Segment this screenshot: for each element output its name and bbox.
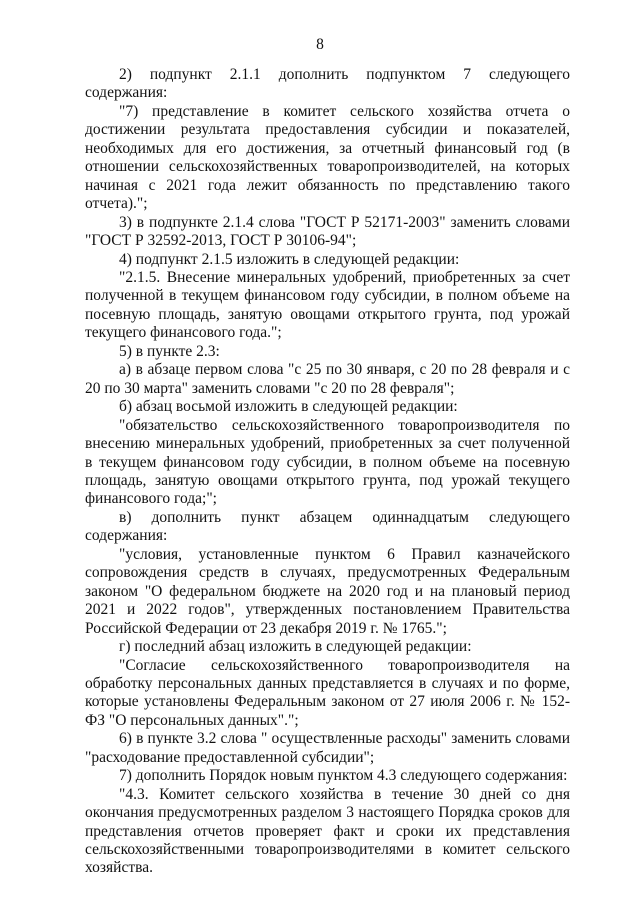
quoted-consent-paragraph: "Согласие сельскохозяйственного товаропроизводителя на обработку персональных данных представляется в случаях и по форме, которые установлены Федеральным законом от 27 июля 2006 г. № 152-ФЗ "О персональных данных"."; — [85, 656, 570, 729]
paragraph-item-7: 7) дополнить Порядок новым пунктом 4.3 следующего содержания: — [119, 767, 568, 785]
quoted-item-4-3: "4.3. Комитет сельского хозяйства в течение 30 дней со дня окончания предусмотренных разделом 3 настоящего Порядка сроков для представления отчетов проверяет факт и сроки их представления сельскохозяйственными товаропроизводителями в комитет сельского хозяйства. — [85, 785, 570, 877]
paragraph-item-4: 4) подпункт 2.1.5 изложить в следующей редакции: — [119, 250, 460, 268]
quoted-paragraph-11: "условия, установленные пунктом 6 Правил казначейского сопровождения средств в случаях, предусмотренных Федеральным законом "О федеральном бюджете на 2020 год и на плановый период 2021 и 2022 годов", утвержденных постановлением Правительства Российской Федерации от 23 декабря 2019 г. № 1765."; — [85, 545, 570, 637]
paragraph-item-5a: а) в абзаце первом слова "с 25 по 30 января, с 20 по 28 февраля и с 20 по 30 марта" заменить словами "с 20 по 28 февраля"; — [85, 361, 570, 397]
quoted-paragraph-8: "обязательство сельскохозяйственного товаропроизводителя по внесению минеральных удобрений, приобретенных за счет полученной в текущем финансовом году субсидии, в полном объеме на посевную площадь, занятую овощами открытого грунта, под урожай текущего финансового года;"; — [85, 416, 570, 508]
paragraph-item-2: 2) подпункт 2.1.1 дополнить подпунктом 7 следующего содержания: — [85, 66, 570, 102]
paragraph-item-5g: г) последний абзац изложить в следующей редакции: — [119, 638, 472, 656]
quoted-subitem-2-1-5: "2.1.5. Внесение минеральных удобрений, приобретенных за счет полученной в текущем финансовом году субсидии, в полном объеме на посевную площадь, занятую овощами открытого грунта, под урожай текущего финансового года."; — [85, 268, 570, 342]
paragraph-item-5: 5) в пункте 2.3: — [119, 342, 220, 360]
page-number: 8 — [316, 36, 324, 53]
quoted-subitem-7: "7) представление в комитет сельского хозяйства отчета о достижении результата предоставления субсидии и показателей, необходимых для его достижения, за отчетный финансовый год (в отношении сельскохозяйственных товаропроизводителей, на которых начиная с 2021 года лежит обязанность по представлению такого отчета)."; — [85, 102, 570, 213]
paragraph-item-3: 3) в подпункте 2.1.4 слова "ГОСТ Р 52171-2003" заменить словами "ГОСТ Р 32592-2013, ГОСТ Р 30106-94"; — [85, 213, 570, 250]
paragraph-item-5b: б) абзац восьмой изложить в следующей редакции: — [119, 398, 458, 416]
paragraph-item-6: 6) в пункте 3.2 слова " осуществленные расходы" заменить словами "расходование предоставленной субсидии"; — [85, 730, 570, 766]
document-body — [85, 66, 570, 878]
paragraph-item-5v: в) дополнить пункт абзацем одиннадцатым следующего содержания: — [85, 508, 570, 545]
